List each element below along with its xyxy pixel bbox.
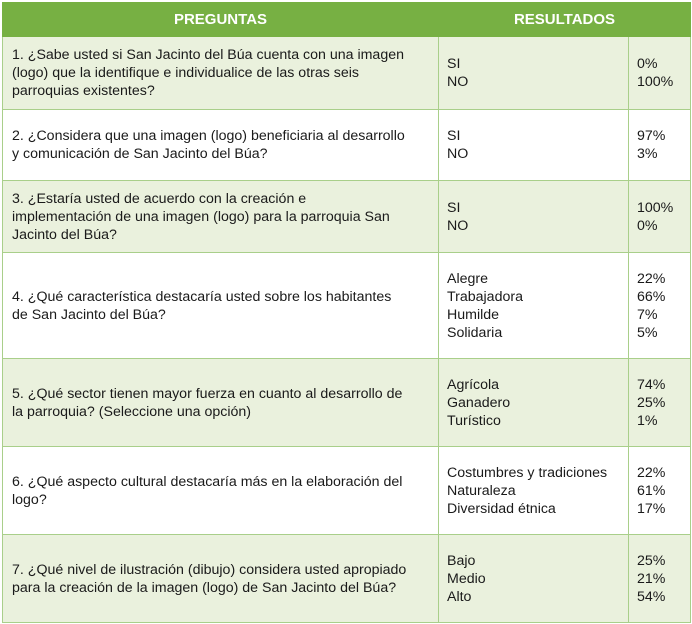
option-label: Bajo xyxy=(447,552,476,569)
question-text: 2. ¿Considera que una imagen (logo) beneficiaria al desarrollo y comunicación de San Jacinto del Búa? xyxy=(3,110,439,181)
percent-value: 22% xyxy=(637,270,666,287)
option-label: Diversidad étnica xyxy=(447,500,556,517)
percent-value: 21% xyxy=(637,570,666,587)
options-cell xyxy=(439,37,629,110)
percent-value: 17% xyxy=(637,500,666,517)
table-row xyxy=(3,447,691,535)
percent-cell xyxy=(629,181,691,253)
survey-results-table xyxy=(2,2,691,623)
percent-value: 0% xyxy=(637,217,658,234)
option-label: Agrícola xyxy=(447,376,500,393)
percent-value: 1% xyxy=(637,412,658,429)
percent-value: 3% xyxy=(637,146,658,162)
options-cell xyxy=(439,447,629,535)
table-header-row xyxy=(3,3,691,37)
option-label: Trabajadora xyxy=(447,288,523,305)
results-header: RESULTADOS xyxy=(439,3,691,37)
percent-value: 100% xyxy=(637,199,674,216)
option-label: NO xyxy=(447,146,469,162)
option-label: Turístico xyxy=(447,412,501,429)
percent-cell xyxy=(629,447,691,535)
percent-cell xyxy=(629,535,691,623)
option-label: NO xyxy=(447,217,469,234)
percent-value: 0% xyxy=(637,56,658,72)
option-label: Alegre xyxy=(447,270,489,287)
question-text: 7. ¿Qué nivel de ilustración (dibujo) considera usted apropiado para la creación de la imagen (logo) de San Jacinto del Búa? xyxy=(3,535,439,623)
question-text: 6. ¿Qué aspecto cultural destacaría más en la elaboración del logo? xyxy=(3,447,439,535)
option-label: NO xyxy=(447,74,469,90)
option-label: Solidaria xyxy=(447,324,503,341)
percent-cell xyxy=(629,359,691,447)
table-row xyxy=(3,535,691,623)
question-text: 4. ¿Qué característica destacaría usted sobre los habitantes de San Jacinto del Búa? xyxy=(3,253,439,359)
option-label: SI xyxy=(447,199,461,216)
percent-value: 74% xyxy=(637,376,666,393)
percent-value: 66% xyxy=(637,288,666,305)
questions-header: PREGUNTAS xyxy=(3,3,439,37)
option-label: Medio xyxy=(447,570,486,587)
option-label: Alto xyxy=(447,588,472,605)
percent-value: 61% xyxy=(637,482,666,499)
table-row xyxy=(3,253,691,359)
percent-value: 5% xyxy=(637,324,658,341)
options-cell xyxy=(439,253,629,359)
options-cell xyxy=(439,110,629,181)
option-label: SI xyxy=(447,56,461,72)
table-row xyxy=(3,37,691,110)
percent-value: 100% xyxy=(637,74,674,90)
table-row xyxy=(3,181,691,253)
percent-value: 54% xyxy=(637,588,666,605)
percent-value: 25% xyxy=(637,552,666,569)
option-label: Humilde xyxy=(447,306,500,323)
option-label: Naturaleza xyxy=(447,482,516,499)
question-text: 1. ¿Sabe usted si San Jacinto del Búa cuenta con una imagen (logo) que la identifique e individualice de las otras seis parroquias existentes? xyxy=(3,37,439,110)
table-row xyxy=(3,110,691,181)
options-cell xyxy=(439,535,629,623)
option-label: Costumbres y tradiciones xyxy=(447,464,608,481)
percent-cell xyxy=(629,110,691,181)
percent-cell xyxy=(629,253,691,359)
options-cell xyxy=(439,181,629,253)
percent-value: 25% xyxy=(637,394,666,411)
option-label: Ganadero xyxy=(447,394,511,411)
options-cell xyxy=(439,359,629,447)
percent-value: 7% xyxy=(637,306,658,323)
option-label: SI xyxy=(447,128,461,144)
percent-value: 22% xyxy=(637,464,666,481)
table-row xyxy=(3,359,691,447)
percent-value: 97% xyxy=(637,128,666,144)
percent-cell xyxy=(629,37,691,110)
question-text: 5. ¿Qué sector tienen mayor fuerza en cuanto al desarrollo de la parroquia? (Seleccione una opción) xyxy=(3,359,439,447)
question-text: 3. ¿Estaría usted de acuerdo con la creación e implementación de una imagen (logo) para la parroquia San Jacinto del Búa? xyxy=(3,181,439,253)
